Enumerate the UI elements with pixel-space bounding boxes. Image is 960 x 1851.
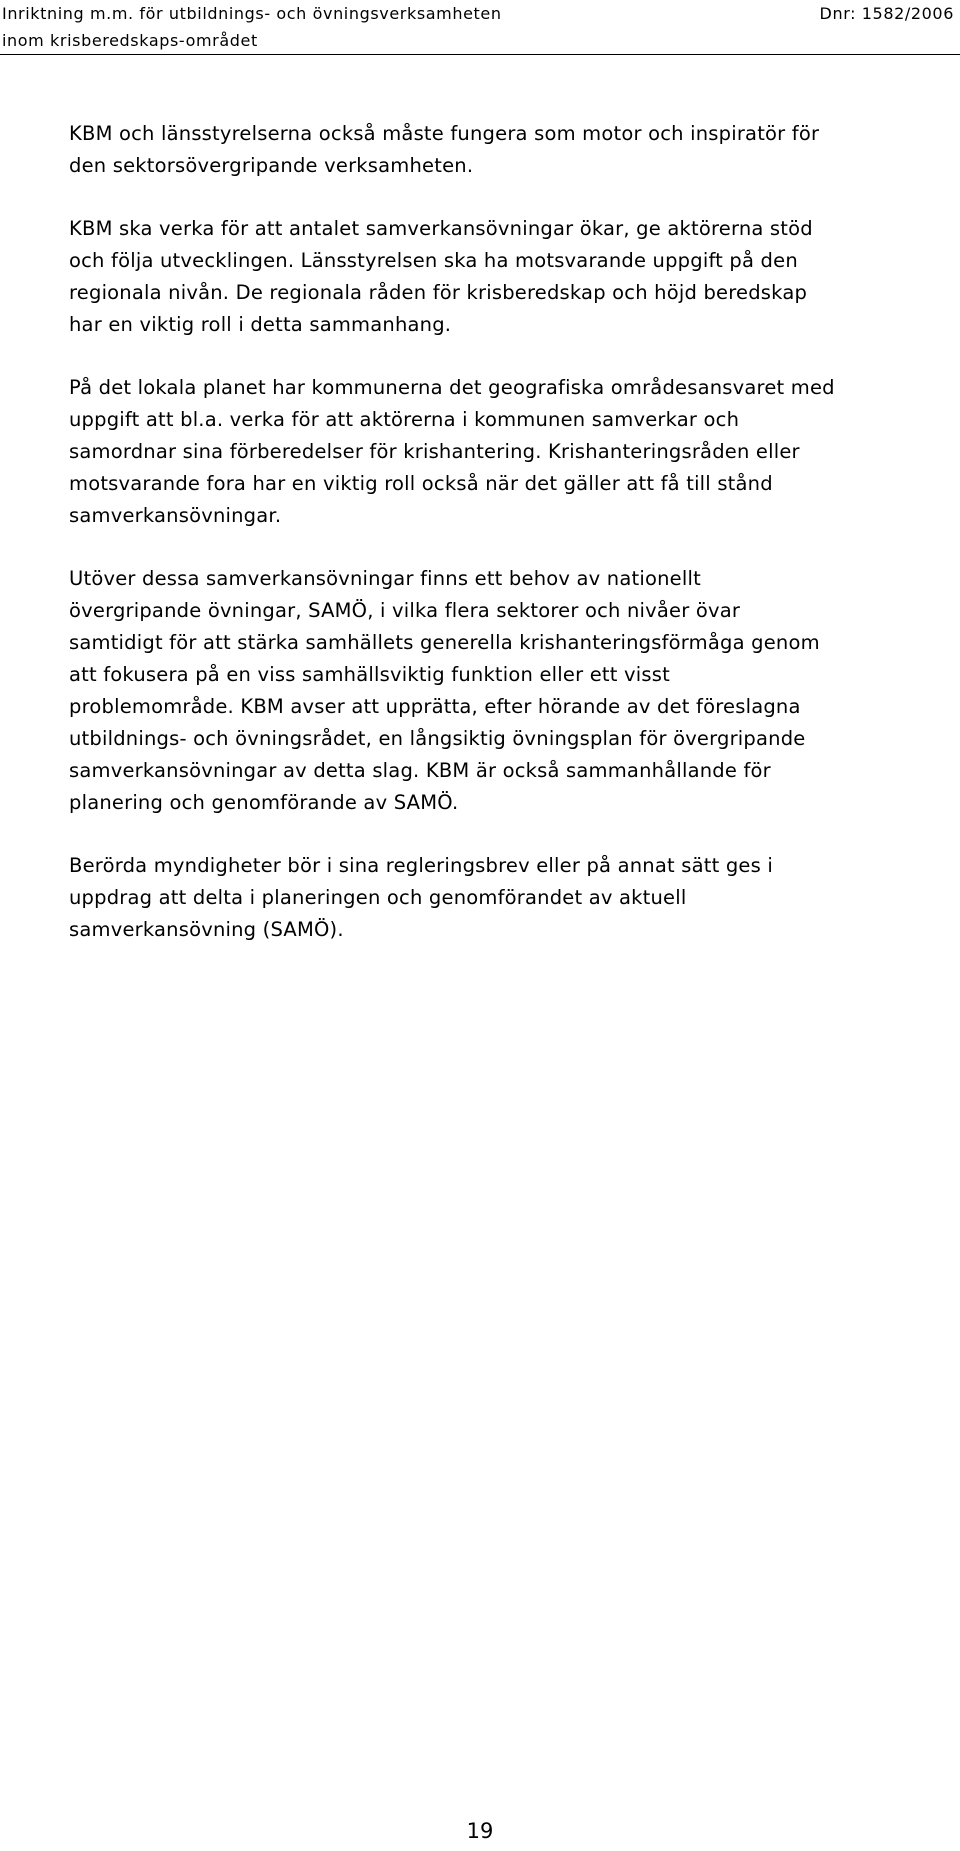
paragraph-3: På det lokala planet har kommunerna det geografiska områdesansvaret med uppgift att bl.a. verka för att aktörerna i kommunen samverkar och samordnar sina förberedelser för krishantering. Krishanteringsråden eller motsvarande fora har en viktig roll också när det gäller att få till stånd samverkansövningar. bbox=[69, 376, 835, 527]
paragraph-2: KBM ska verka för att antalet samverkansövningar ökar, ge aktörerna stöd och följa utvecklingen. Länsstyrelsen ska ha motsvarande uppgift på den regionala nivån. De regionala råden för krisberedskap och höjd beredskap har en viktig roll i detta sammanhang. bbox=[69, 217, 813, 336]
header-row-2 bbox=[0, 27, 960, 54]
document-number: Dnr: 1582/2006 bbox=[819, 4, 954, 23]
page-header bbox=[0, 0, 960, 54]
header-row-1 bbox=[0, 0, 960, 27]
paragraph-5: Berörda myndigheter bör i sina regleringsbrev eller på annat sätt ges i uppdrag att delta i planeringen och genomförandet av aktuell samverkansövning (SAMÖ). bbox=[69, 854, 773, 941]
header-title-line-1: Inriktning m.m. för utbildnings- och övningsverksamheten bbox=[2, 4, 502, 23]
document-body bbox=[69, 118, 949, 977]
header-divider bbox=[0, 54, 960, 55]
paragraph-1: KBM och länsstyrelserna också måste fungera som motor och inspiratör för den sektorsövergripande verksamheten. bbox=[69, 122, 820, 177]
paragraph-4: Utöver dessa samverkansövningar finns ett behov av nationellt övergripande övningar, SAMÖ, i vilka flera sektorer och nivåer övar samtidigt för att stärka samhällets generella krishanteringsförmåga genom att fokusera på en viss samhällsviktig funktion eller ett visst problemområde. KBM avser att upprätta, efter hörande av det föreslagna utbildnings- och övningsrådet, en långsiktig övningsplan för övergripande samverkansövningar av detta slag. KBM är också sammanhållande för planering och genomförande av SAMÖ. bbox=[69, 567, 820, 814]
header-title-line-2: inom krisberedskaps-området bbox=[2, 31, 258, 50]
page-number: 19 bbox=[466, 1819, 494, 1843]
